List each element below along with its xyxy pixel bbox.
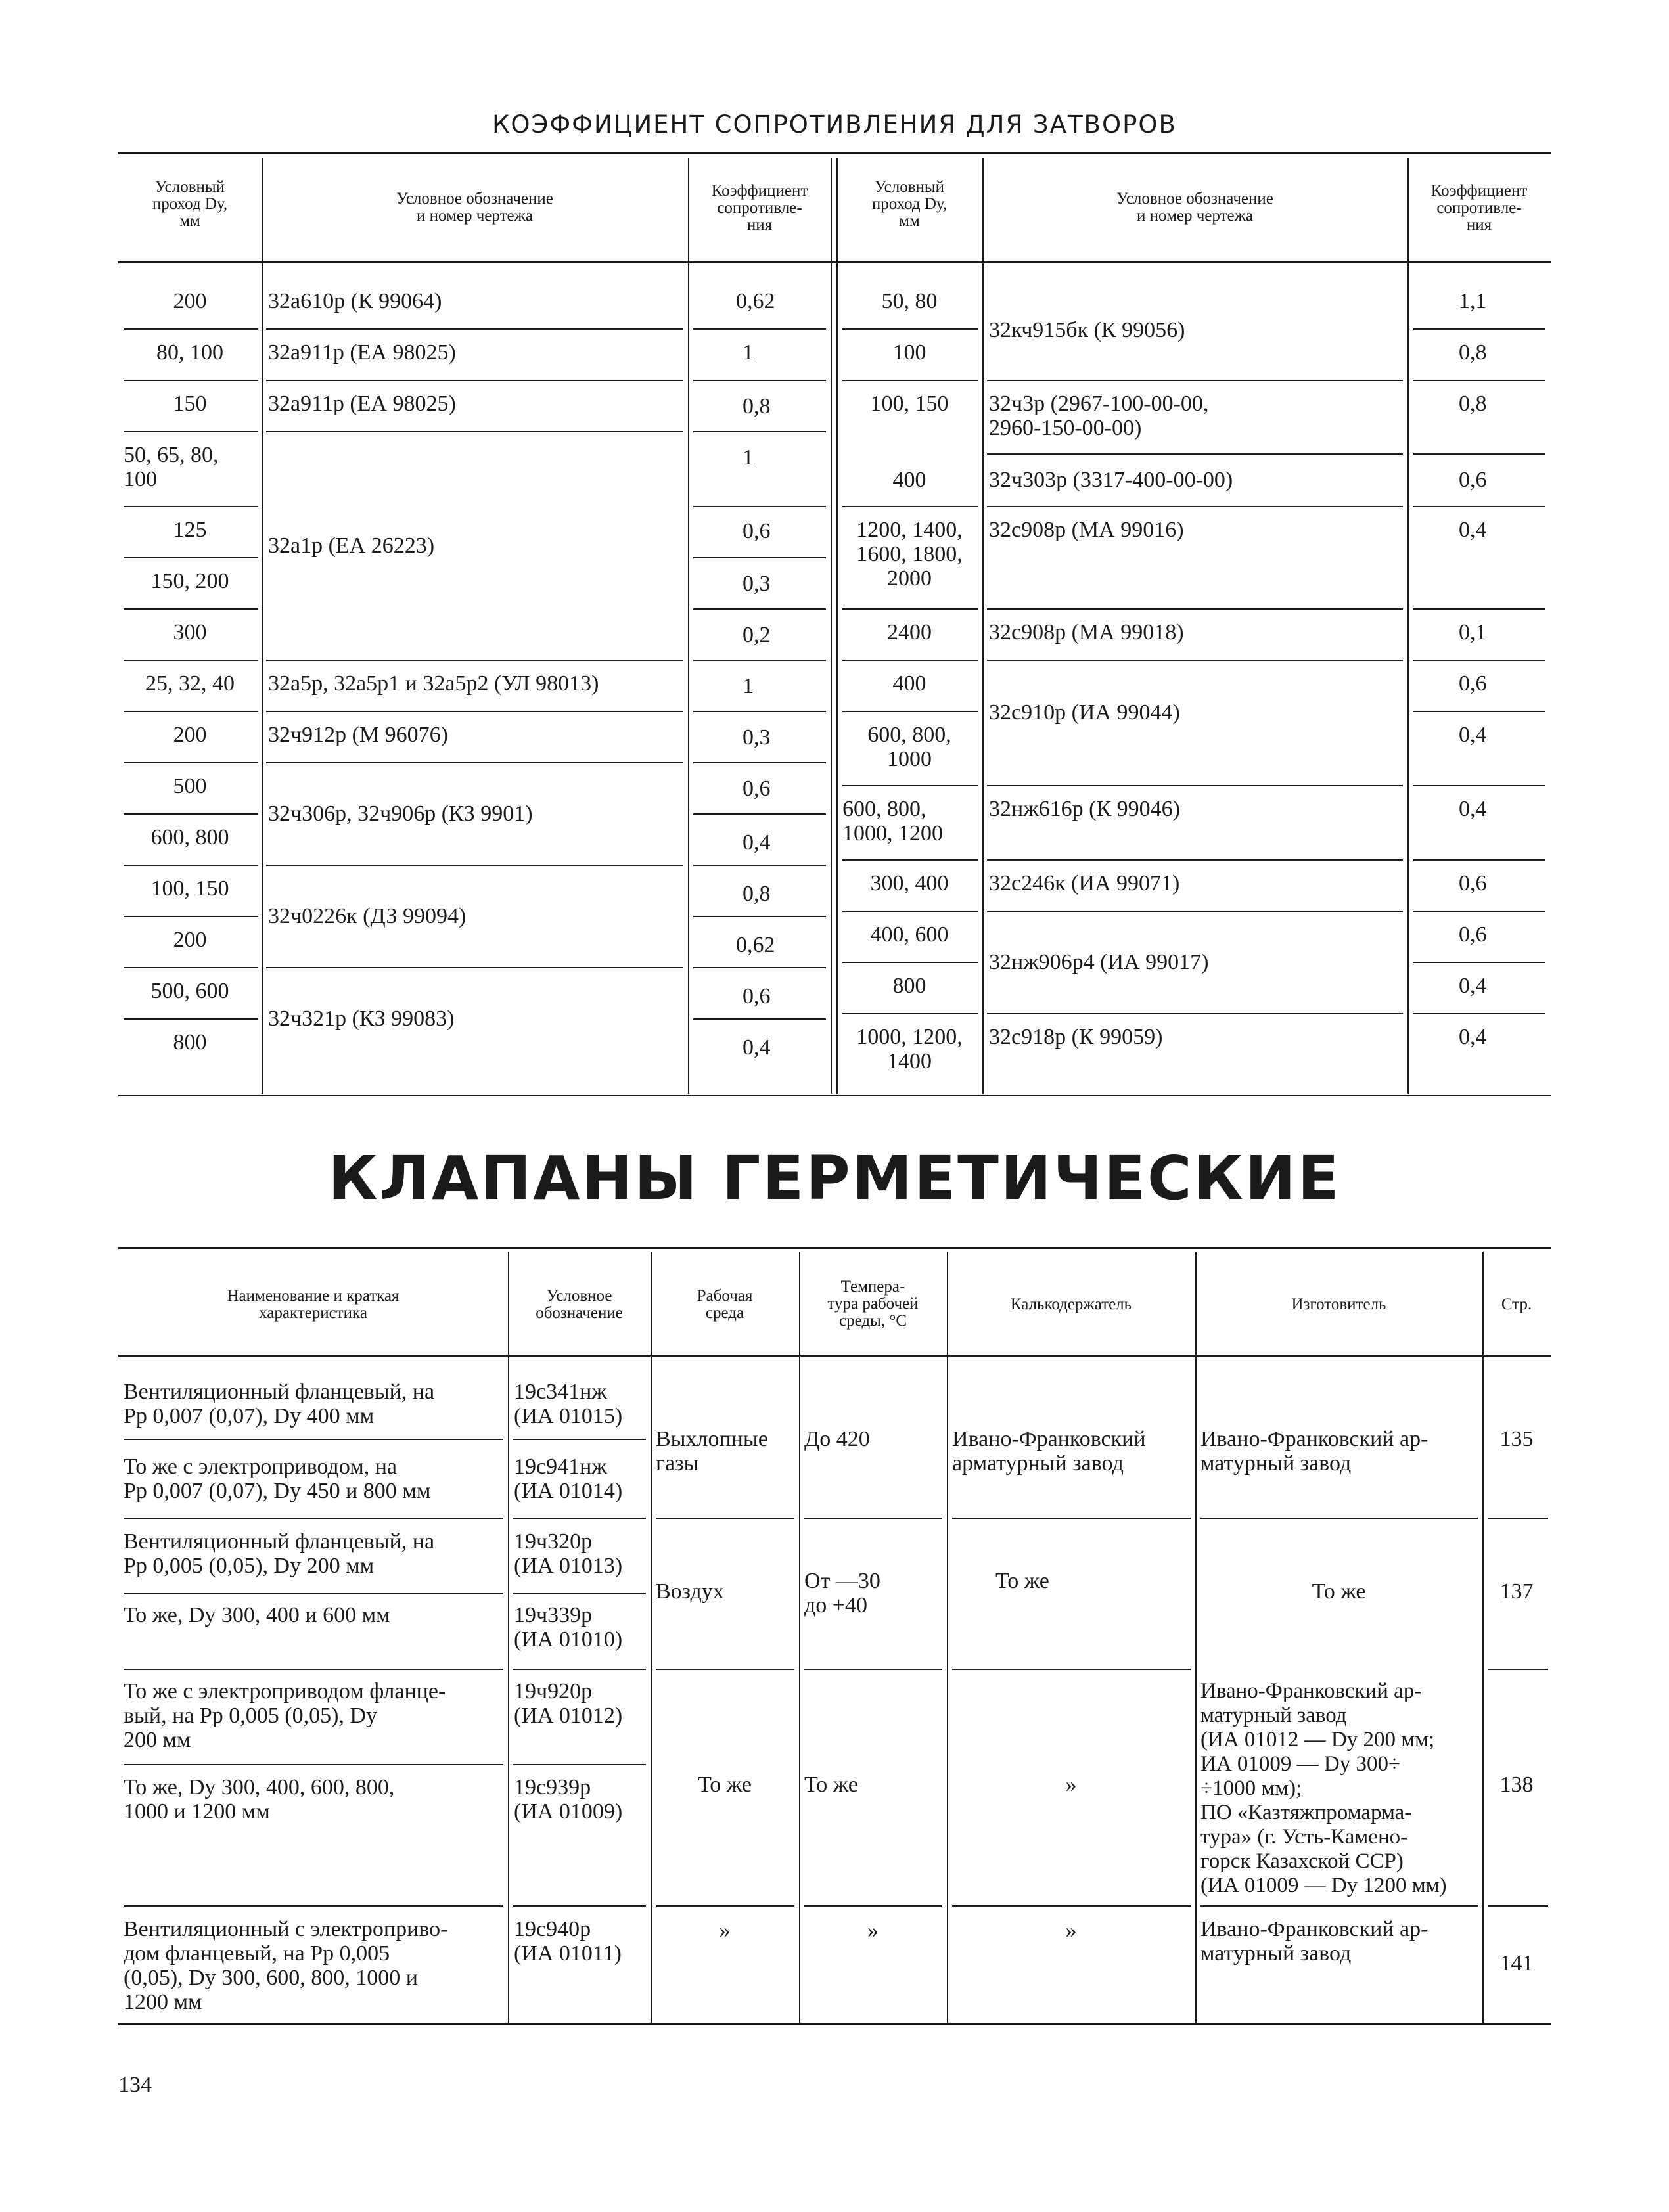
rule (118, 1355, 1551, 1357)
table-cell: 137 (1499, 1579, 1534, 1604)
table-cell: 19с341нж (ИА 01015) (514, 1380, 623, 1428)
table-cell: 1 (743, 340, 754, 365)
table-cell: Ивано-Франковский ар- матурный завод (ИА 01012 — Dу 200 мм; ИА 01009 — Dу 300÷ ÷1000 мм); ПО «Казтяжпромарма- тура» (г. Усть-Камено- горск Казахской ССР) (ИА 01009 — Dу 1200 мм) (1200, 1679, 1447, 1897)
table-cell: 25, 32, 40 (145, 671, 235, 696)
rule (982, 158, 984, 1094)
table-cell: 32а911р (ЕА 98025) (268, 392, 456, 416)
table-cell: » (867, 1918, 879, 1943)
table-cell: 0,4 (1459, 797, 1487, 821)
table-cell: 500 (173, 774, 207, 798)
rule (118, 1247, 1551, 1249)
rule (118, 1095, 1551, 1096)
table-cell: 32с908р (МА 99016) (989, 518, 1184, 542)
table-cell: 0,1 (1459, 620, 1487, 644)
table-cell: 400, 600 (870, 922, 949, 947)
table-cell: 32ч0226к (ДЗ 99094) (268, 904, 467, 928)
table-cell: » (1065, 1918, 1077, 1943)
col-header-designation: Условное обозначение и номер чертежа (1116, 190, 1273, 225)
table-cell: 135 (1499, 1427, 1534, 1451)
table-cell: 32а610р (К 99064) (268, 289, 442, 313)
table-cell: 600, 800 (150, 825, 229, 849)
table-cell: 150 (173, 392, 207, 416)
table-cell: 1 (743, 674, 754, 698)
table-cell: 32ч912р (М 96076) (268, 723, 448, 747)
table-cell: 32нж906р4 (ИА 99017) (989, 950, 1209, 974)
table-cell: То же (804, 1772, 858, 1797)
table-cell: 32ч3р (2967-100-00-00, 2960-150-00-00) (989, 392, 1209, 440)
table-cell: Ивано-Франковский арматурный завод (952, 1427, 1146, 1476)
table-cell: То же, Dу 300, 400 и 600 мм (124, 1603, 390, 1627)
rule (262, 158, 263, 1094)
table-cell: 0,4 (743, 1035, 771, 1060)
table-cell: Вентиляционный фланцевый, на Pр 0,007 (0,07), Dу 400 мм (124, 1380, 435, 1428)
table-cell: 1,1 (1459, 289, 1487, 313)
table-cell: 0,6 (743, 519, 771, 543)
table-cell: Вентиляционный фланцевый, на Pр 0,005 (0,05), Dу 200 мм (124, 1529, 435, 1578)
table-cell: 0,4 (1459, 974, 1487, 998)
table-cell: Ивано-Франковский ар- матурный завод (1200, 1427, 1429, 1476)
col-header-coef: Коэффициент сопротивле- ния (1430, 182, 1528, 234)
table-cell: 400 (892, 671, 926, 696)
col-header-dn: Условный проход Dу, мм (871, 178, 948, 230)
col-header-name: Наименование и краткая характеристика (227, 1287, 400, 1322)
table-cell: От —30 до +40 (804, 1569, 880, 1617)
table-cell: 0,4 (1459, 518, 1487, 542)
table-cell: То же (995, 1569, 1049, 1593)
col-header-coef: Коэффициент сопротивле- ния (711, 182, 808, 234)
table-cell: 50, 65, 80, 100 (124, 443, 219, 491)
col-header-dn: Условный проход Dу, мм (152, 178, 228, 230)
table-cell: 32с908р (МА 99018) (989, 620, 1184, 644)
table-cell: 2400 (887, 620, 932, 644)
table-cell: 100, 150 (870, 392, 949, 416)
table-cell: Вентиляционный с электроприво- дом фланцевый, на Pр 0,005 (0,05), Dу 300, 600, 800, 1000 и 1200 мм (124, 1917, 448, 2014)
table-cell: 32а1р (ЕА 26223) (268, 533, 435, 558)
table-cell: 0,6 (743, 777, 771, 801)
table-cell: 0,6 (1459, 671, 1487, 696)
table-cell: 32с910р (ИА 99044) (989, 700, 1180, 725)
table-cell: 125 (173, 518, 207, 542)
table-cell: 32с918р (К 99059) (989, 1025, 1163, 1049)
table-cell: То же с электроприводом, на Pр 0,007 (0,07), Dу 450 и 800 мм (124, 1455, 431, 1503)
table-cell: 0,4 (1459, 723, 1487, 747)
rule (688, 158, 689, 1094)
table-cell: 19ч320р (ИА 01013) (514, 1529, 623, 1578)
table-cell: 400 (892, 468, 926, 492)
table-cell: 0,62 (736, 289, 775, 313)
table-cell: 800 (892, 974, 926, 998)
table-cell: 80, 100 (156, 340, 223, 365)
table-cell: 0,6 (1459, 468, 1487, 492)
table-cell: 32нж616р (К 99046) (989, 797, 1181, 821)
table-cell: 19ч920р (ИА 01012) (514, 1679, 623, 1728)
table-cell: 0,4 (743, 830, 771, 855)
table-cell: 200 (173, 289, 207, 313)
table-cell: То же (1312, 1579, 1366, 1604)
table-cell: 19ч339р (ИА 01010) (514, 1603, 623, 1652)
rule (118, 152, 1551, 154)
table-cell: 32а911р (ЕА 98025) (268, 340, 456, 365)
table-cell: 500, 600 (150, 979, 229, 1003)
table-cell: 300, 400 (870, 871, 949, 895)
table-cell: 150, 200 (150, 569, 229, 593)
table-cell: 200 (173, 723, 207, 747)
table-cell: 19с940р (ИА 01011) (514, 1917, 622, 1966)
table-cell: 0,8 (743, 394, 771, 418)
table-cell: 1 (743, 445, 754, 470)
table-cell: 800 (173, 1030, 207, 1054)
table-cell: 32ч321р (КЗ 99083) (268, 1006, 455, 1031)
table-cell: 0,6 (743, 984, 771, 1008)
table-cell: 138 (1499, 1772, 1534, 1797)
table-cell: » (719, 1918, 731, 1943)
table-cell: 19с941нж (ИА 01014) (514, 1455, 623, 1503)
table-cell: 0,6 (1459, 871, 1487, 895)
table-cell: 141 (1499, 1951, 1534, 1975)
table-cell: 19с939р (ИА 01009) (514, 1775, 623, 1824)
table-cell: 600, 800, 1000, 1200 (842, 797, 943, 846)
rule (118, 2023, 1551, 2025)
rule (831, 158, 832, 1094)
section-title: КЛАПАНЫ ГЕРМЕТИЧЕСКИЕ (328, 1143, 1341, 1213)
table-cell: » (1065, 1772, 1077, 1797)
table-cell: 200 (173, 928, 207, 952)
col-header-temperature: Темпера- тура рабочей среды, °С (827, 1278, 919, 1330)
col-header-holder: Калькодержатель (1010, 1296, 1132, 1313)
table-cell: 100 (892, 340, 926, 365)
table-cell: 100, 150 (150, 876, 229, 901)
table-cell: 0,8 (1459, 340, 1487, 365)
page-number: 134 (118, 2073, 152, 2097)
table-cell: 300 (173, 620, 207, 644)
table-cell: Ивано-Франковский ар- матурный завод (1200, 1917, 1429, 1966)
table-cell: 0,3 (743, 725, 771, 750)
table-cell: 0,6 (1459, 922, 1487, 947)
table-cell: 32а5р, 32а5р1 и 32а5р2 (УЛ 98013) (268, 671, 599, 696)
table-cell: То же с электроприводом фланце- вый, на Pр 0,005 (0,05), Dу 200 мм (124, 1679, 446, 1752)
table-cell: Воздух (656, 1579, 724, 1604)
table-title: КОЭФФИЦИЕНТ СОПРОТИВЛЕНИЯ ДЛЯ ЗАТВОРОВ (492, 110, 1177, 139)
rule (1407, 158, 1409, 1094)
table-cell: 32ч303р (3317-400-00-00) (989, 468, 1233, 492)
table-cell: То же (698, 1772, 752, 1797)
table-cell: 1000, 1200, 1400 (856, 1025, 963, 1073)
table-cell: 0,8 (743, 882, 771, 906)
col-header-maker: Изготовитель (1291, 1296, 1386, 1313)
table-cell: 32кч915бк (К 99056) (989, 318, 1185, 342)
table-cell: 0,2 (743, 623, 771, 647)
table-cell: До 420 (804, 1427, 870, 1451)
col-header-medium: Рабочая среда (697, 1287, 753, 1322)
table-cell: 0,8 (1459, 392, 1487, 416)
table-cell: 32с246к (ИА 99071) (989, 871, 1180, 895)
rule (118, 261, 1551, 263)
table-cell: 0,62 (736, 933, 775, 957)
table-cell: 1200, 1400, 1600, 1800, 2000 (856, 518, 963, 591)
table-cell: 600, 800, 1000 (867, 723, 951, 771)
table-cell: То же, Dу 300, 400, 600, 800, 1000 и 1200 мм (124, 1775, 395, 1824)
col-header-page: Стр. (1501, 1296, 1532, 1313)
table-cell: 50, 80 (881, 289, 938, 313)
table-cell: 32ч306р, 32ч906р (КЗ 9901) (268, 801, 533, 826)
table-cell: Выхлопные газы (656, 1427, 768, 1476)
col-header-designation: Условное обозначение и номер чертежа (396, 190, 553, 225)
col-header-code: Условное обозначение (536, 1287, 623, 1322)
table-cell: 0,4 (1459, 1025, 1487, 1049)
table-cell: 0,3 (743, 572, 771, 596)
